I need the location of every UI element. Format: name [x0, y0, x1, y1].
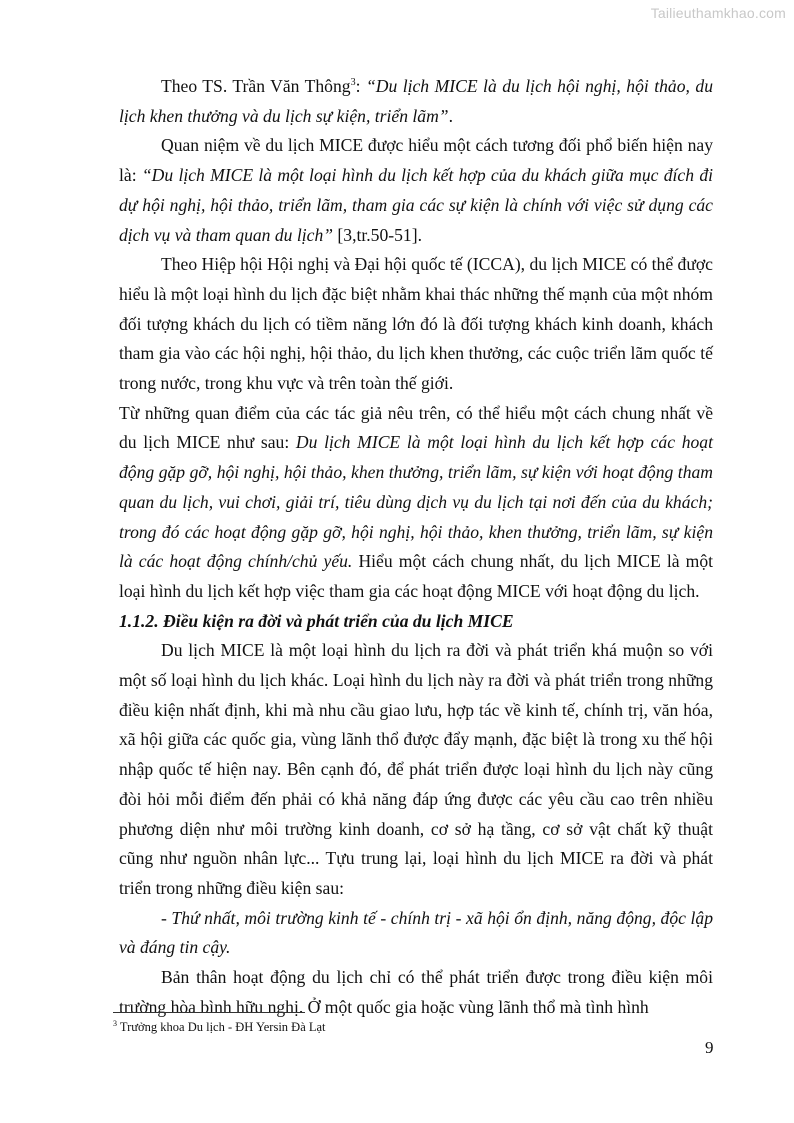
paragraph-7: Bản thân hoạt động du lịch chỉ có thể phát triển được trong điều kiện môi trường hòa bình hữu nghị. Ở một quốc gia hoặc vùng lãnh thổ mà tình hình — [119, 967, 713, 1017]
paragraph-3: Theo Hiệp hội Hội nghị và Đại hội quốc tế (ICCA), du lịch MICE có thể được hiểu là một loại hình du lịch đặc biệt nhằm khai thác những thế mạnh của một nhóm đối tượng khách du lịch có tiềm năng lớn đó là đối tượng khách kinh doanh, khách tham gia vào các hội nghị, hội thảo, du lịch khen thưởng, các cuộc triển lãm quốc tế trong nước, trong khu vực và trên toàn thế giới. — [119, 254, 713, 394]
paragraph-6: - Thứ nhất, môi trường kinh tế - chính trị - xã hội ổn định, năng động, độc lập và đáng tin cậy. — [119, 907, 713, 958]
paragraph-1 — [119, 72, 713, 131]
watermark-text: Tailieuthamkhao.com — [650, 5, 786, 21]
p2-end: [3,tr.50-51]. — [333, 224, 422, 245]
paragraph-5: Du lịch MICE là một loại hình du lịch ra đời và phát triển khá muộn so với một số loại hình du lịch khác. Loại hình du lịch này ra đời và phát triển trong những điều kiện nhất định, khi mà nhu cầu giao lưu, hợp tác về kinh tế, chính trị, văn hóa, xã hội giữa các quốc gia, vùng lãnh thổ được đẩy mạnh, đặc biệt là trong xu thế hội nhập quốc tế hiện nay. Bên cạnh đó, để phát triển được loại hình du lịch này cũng đòi hỏi mỗi điểm đến phải có khả năng đáp ứng được các yêu cầu cao trên nhiều phương diện như môi trường kinh doanh, cơ sở hạ tầng, cơ sở vật chất kỹ thuật cũng như nguồn nhân lực... Tựu trung lại, loại hình du lịch MICE ra đời và phát triển trong những điều kiện sau: — [119, 640, 713, 898]
p2-lead: Quan niệm về du lịch MICE được hiểu một cách tương đối phổ biến hiện nay là: — [119, 135, 713, 186]
p4-definition: Du lịch MICE là một loại hình du lịch kết hợp các hoạt động gặp gỡ, hội nghị, hội thảo, khen thưởng, triển lãm, sự kiện với hoạt động tham quan du lịch, vui chơi, giải trí, tiêu dùng dịch vụ du lịch tại nơi đến của du khách; trong đó các hoạt động gặp gỡ, hội nghị, hội thảo, khen thưởng, triển lãm, sự kiện là các hoạt động chính/chủ yếu. — [119, 432, 713, 572]
p4-end: Hiểu một cách chung nhất, du lịch MICE là một loại hình du lịch kết hợp việc tham gia các hoạt động MICE với hoạt động du lịch. — [119, 551, 714, 601]
footnote-ref: 3 — [350, 77, 356, 89]
p1-quote: “Du lịch MICE là du lịch hội nghị, hội thảo, du lịch khen thưởng và du lịch sự kiện, triển lãm” — [119, 76, 713, 126]
page-number: 9 — [705, 1038, 714, 1057]
footnote-divider — [113, 1012, 305, 1013]
p4-lead: Từ những quan điểm của các tác giả nêu trên, có thể hiểu một cách chung nhất về du lịch MICE như sau: — [119, 402, 713, 453]
footnote-marker: 3 — [113, 1018, 117, 1028]
footnote — [113, 1019, 326, 1035]
section-heading: 1.1.2. Điều kiện ra đời và phát triển của du lịch MICE — [119, 610, 514, 631]
p1-end: . — [448, 105, 453, 126]
p2-quote: “Du lịch MICE là một loại hình du lịch kết hợp của du khách giữa mục đích đi dự hội nghị, hội thảo, triển lãm, tham gia các sự kiện là chính với việc sử dụng các dịch vụ và tham quan du lịch” — [119, 165, 713, 245]
paragraph-2 — [119, 131, 713, 250]
paragraph-4 — [119, 399, 713, 607]
p1-colon: : — [355, 76, 366, 96]
document-body — [119, 72, 713, 1023]
p1-lead: Theo TS. Trần Văn Thông — [161, 76, 351, 96]
footnote-text: Trưởng khoa Du lịch - ĐH Yersin Đà Lạt — [117, 1020, 326, 1034]
